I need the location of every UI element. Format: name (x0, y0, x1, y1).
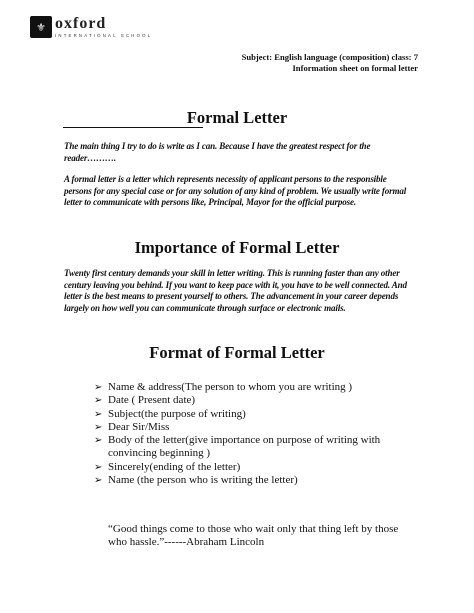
subject-block (242, 52, 418, 74)
arrow-bullet-icon: ➢ (94, 435, 103, 447)
intro-paragraph-2: A formal letter is a letter which represents necessity of applicant persons to the responsible persons for any special case or for any solution of any kind of problem. We usually write formal letter to communicate with persons like, Principal, Mayor for the official purpose. (64, 174, 407, 207)
arrow-bullet-icon: ➢ (94, 475, 103, 487)
arrow-bullet-icon: ➢ (94, 408, 103, 420)
list-item: ➢ Sincerely(ending of the letter) (94, 460, 241, 473)
intro-paragraph-1: The main thing I try to do is write as I can. Because I have the greatest respect for the reader………. (64, 141, 371, 163)
list-item: ➢ Body of the letter(give importance on purpose of writing with convincing beginning ) (94, 434, 381, 460)
arrow-bullet-icon: ➢ (94, 382, 103, 393)
logo-name: oxford (55, 15, 107, 32)
list-item: ➢ Dear Sir/Miss (94, 420, 170, 433)
logo-subtitle: INTERNATIONAL SCHOOL (55, 33, 153, 38)
arrow-bullet-icon: ➢ (94, 421, 103, 433)
shield-logo-icon: ⚜ (30, 16, 52, 38)
closing-quote: “Good things come to those who wait only that thing left by those who hassle.”------Abraham Lincoln (108, 523, 399, 549)
list-item: ➢ Subject(the purpose of writing) (94, 407, 246, 420)
school-logo (30, 16, 152, 38)
list-item: ➢ Name & address(The person to whom you are writing ) (94, 381, 353, 393)
format-heading: Format of Formal Letter (149, 343, 325, 362)
subject-line: Subject: English language (composition) class: 7 (241, 52, 418, 62)
importance-paragraph: Twenty first century demands your skill in letter writing. This is running faster than any other century leaving you behind. If you want to keep pace with it, you have to be well connected. And letter is the best means to present yourself to others. The advancement in your career depends largely on how well you can communicate through surface or electronic mails. (64, 268, 407, 313)
importance-heading: Importance of Formal Letter (134, 238, 340, 257)
arrow-bullet-icon: ➢ (94, 461, 103, 473)
arrow-bullet-icon: ➢ (94, 395, 103, 407)
list-item: ➢ Name (the person who is writing the letter) (94, 474, 298, 487)
format-list (94, 381, 414, 487)
page-title: Formal Letter (186, 108, 288, 127)
info-line: Information sheet on formal letter (292, 63, 418, 73)
list-item: ➢ Date ( Present date) (94, 394, 196, 407)
